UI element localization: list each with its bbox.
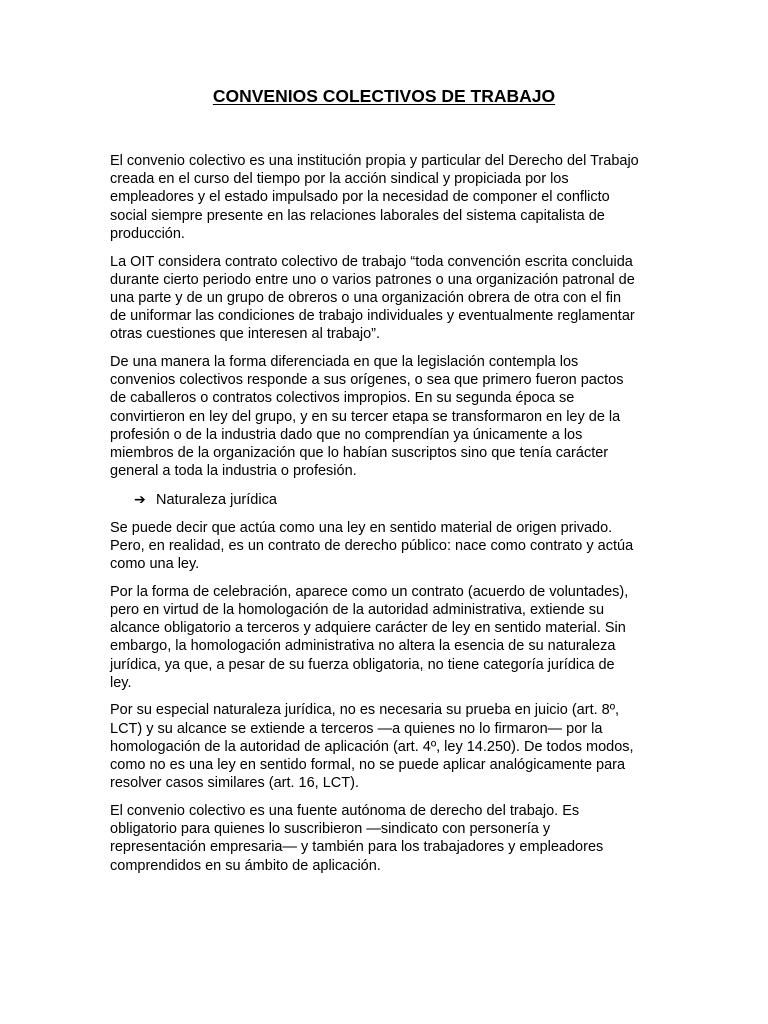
document-title: CONVENIOS COLECTIVOS DE TRABAJO bbox=[212, 86, 556, 106]
arrow-right-icon: ➔ bbox=[134, 490, 146, 507]
paragraph-ley-material: Se puede decir que actúa como una ley en sentido material de origen privado. Pero, en realidad, es un contrato de derecho público: nace como contrato y actúa como una ley. bbox=[110, 519, 634, 573]
paragraph-intro: El convenio colectivo es una institución propia y particular del Derecho del Trabajo creada en el curso del tiempo por la acción sindical y propiciada por los empleadores y el estado impulsado por la necesidad de componer el conflicto social siempre presente en las relaciones laborales del sistema capitalista de producción. bbox=[110, 153, 639, 242]
paragraph-celebracion: Por la forma de celebración, aparece como un contrato (acuerdo de voluntades), pero en virtud de la homologación de la autoridad administrativa, extiende su alcance obligatorio a terceros y adquiere carácter de ley en sentido material. Sin embargo, la homologación administrativa no altera la esencia de su naturaleza jurídica, ya que, a pesar de su fuerza obligatoria, no tiene categoría jurídica de ley. bbox=[110, 583, 629, 691]
paragraph-fuente-autonoma: El convenio colectivo es una fuente autónoma de derecho del trabajo. Es obligatorio para quienes lo suscribieron —sindicato con personería y representación empresaria— y también para los trabajadores y empleadores comprendidos en su ámbito de aplicación. bbox=[110, 803, 604, 874]
paragraph-origins: De una manera la forma diferenciada en que la legislación contempla los convenios colectivos responde a sus orígenes, o sea que primero fueron pactos de caballeros o contratos colectivos impropios. En su segunda época se convirtieron en ley del grupo, y en su tercer etapa se transformaron en ley de la profesión o de la industria dado que no comprendían ya únicamente a los miembros de la organización que lo habían suscriptos sino que tenía carácter general a toda la industria o profesión. bbox=[110, 354, 624, 480]
document-body bbox=[110, 152, 640, 884]
paragraph-naturaleza-juridica: Por su especial naturaleza jurídica, no es necesaria su prueba en juicio (art. 8º, LCT) y su alcance se extiende a terceros —a quienes no lo firmaron— por la homologación de la autoridad de aplicación (art. 4º, ley 14.250). De todos modos, como no es una ley en sentido formal, no se puede aplicar analógicamente para resolver casos similares (art. 16, LCT). bbox=[110, 702, 634, 792]
paragraph-oit-definition: La OIT considera contrato colectivo de trabajo “toda convención escrita concluida durante cierto periodo entre uno o varios patrones o una organización patronal de una parte y de un grupo de obreros o una organización obrera de otra con el fin de uniformar las condiciones de trabajo individuales y eventualmente reglamentar otras cuestiones que interesen al trabajo”. bbox=[110, 253, 635, 343]
bullet-item-naturaleza bbox=[110, 490, 640, 509]
bullet-label: Naturaleza jurídica bbox=[156, 491, 277, 508]
